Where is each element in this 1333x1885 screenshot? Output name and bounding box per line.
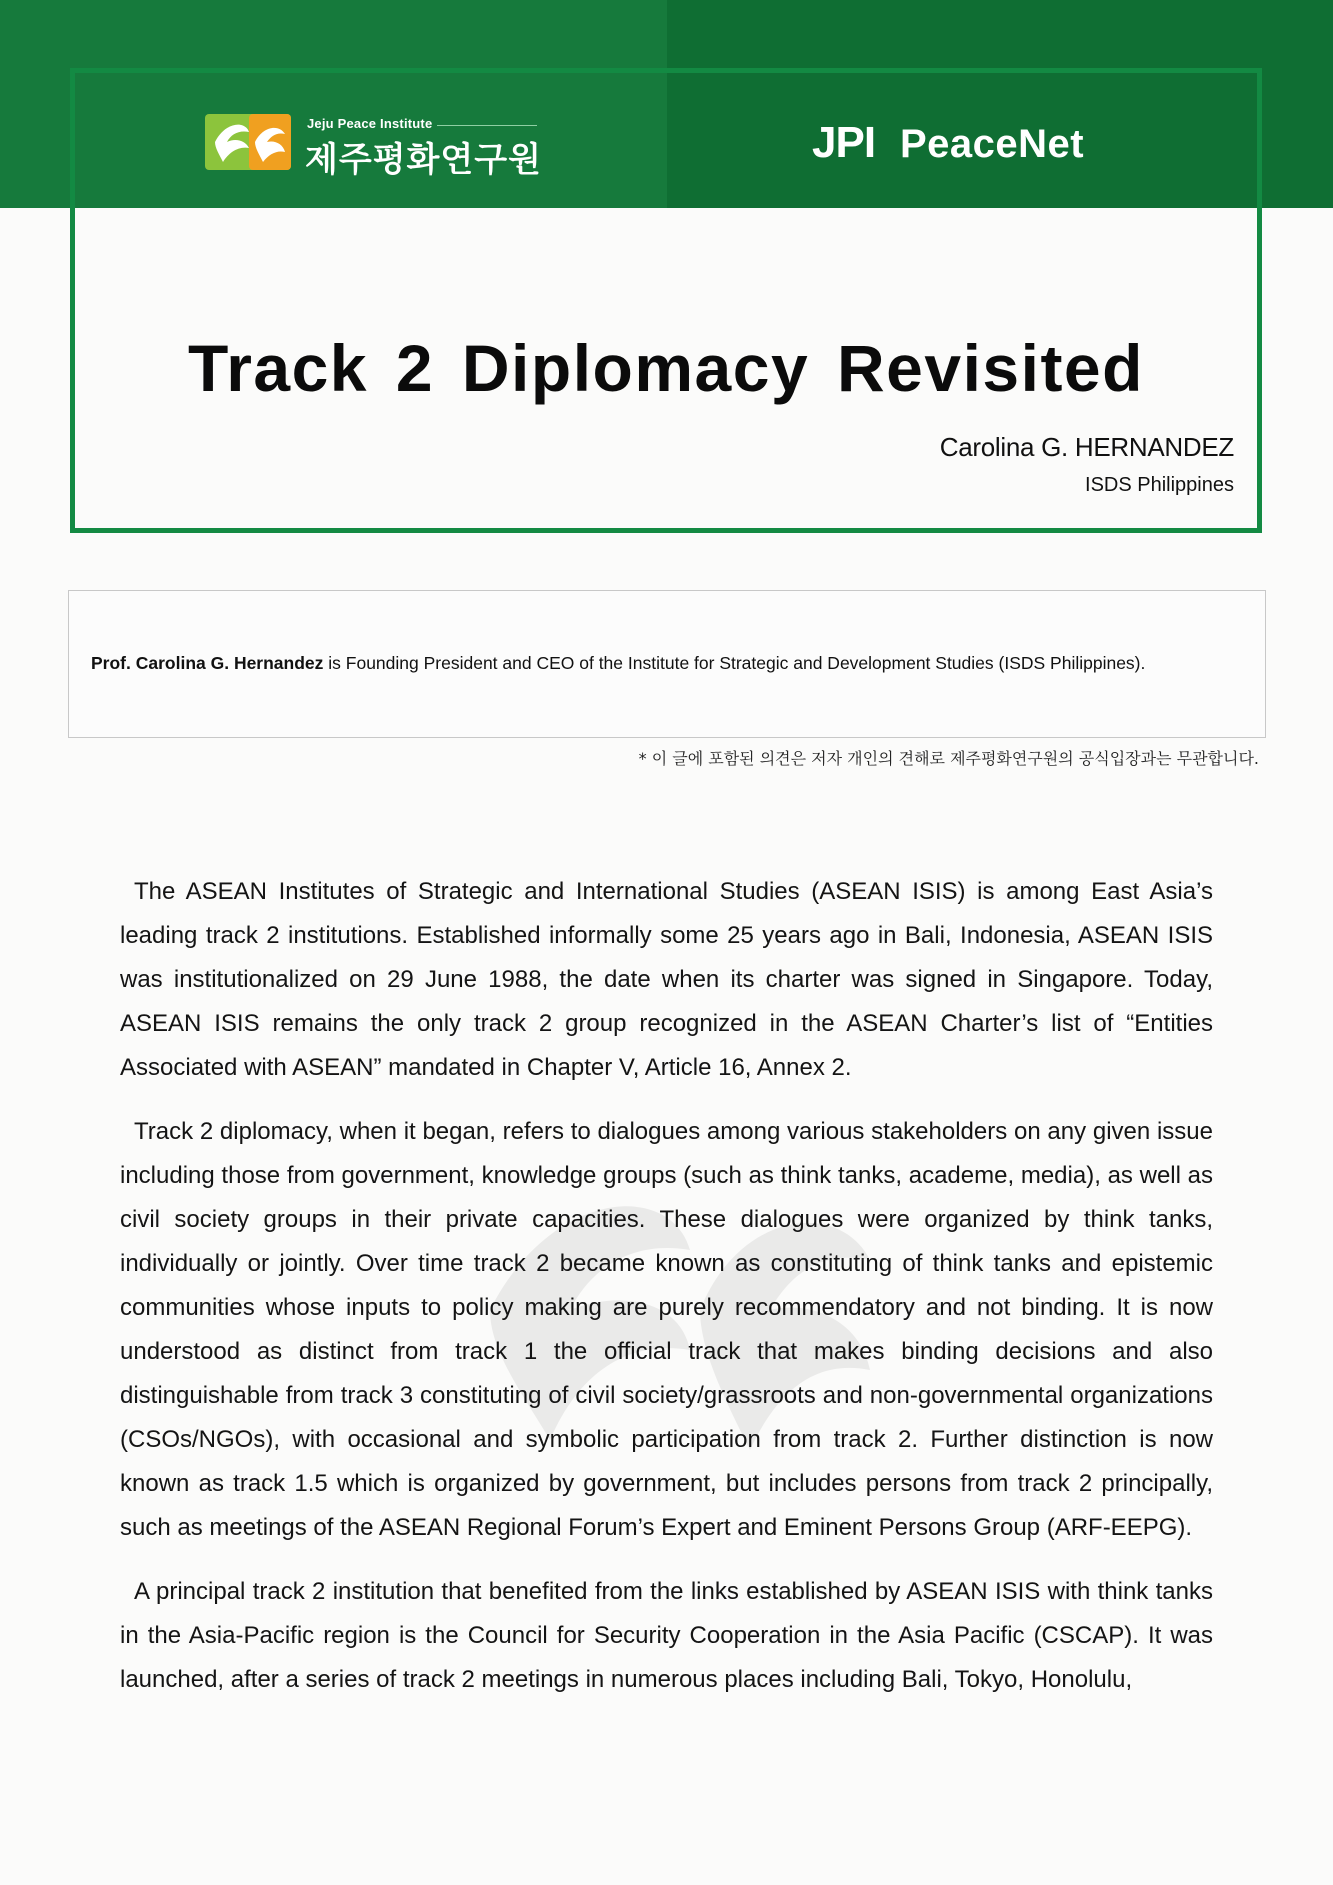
- peacenet-wordmark: PeaceNet: [900, 122, 1085, 166]
- author-affiliation: ISDS Philippines: [1085, 474, 1234, 496]
- jpi-peacenet-logo: [812, 118, 1122, 170]
- document-title: Track 2 Diplomacy Revisited: [188, 331, 1144, 405]
- disclaimer-note: * 이 글에 포함된 의견은 저자 개인의 견해로 제주평화연구원의 공식입장과는 무관합니다.: [638, 749, 1259, 768]
- body-paragraph-2: Track 2 diplomacy, when it began, refers to dialogues among various stakeholders on any given issue including those from government, knowledge groups (such as think tanks, academe, media), as well as civil society groups in their private capacities. These dialogues were organized by think tanks, individually or jointly. Over time track 2 became known as constituting of think tanks and epistemic communities whose inputs to policy making are purely recommendatory and not binding. It is now understood as distinct from track 1 the official track that makes binding decisions and also distinguishable from track 3 constituting of civil society/grassroots and non-governmental organizations (CSOs/NGOs), with occasional and symbolic participation from track 2. Further distinction is now known as track 1.5 which is organized by government, but includes persons from track 2 principally, such as meetings of the ASEAN Regional Forum’s Expert and Eminent Persons Group (ARF-EEPG).: [120, 1118, 1213, 1541]
- bio-text: is Founding President and CEO of the Institute for Strategic and Development Studies (ISDS Philippines).: [323, 653, 1146, 673]
- author-bio: [91, 653, 1145, 674]
- jpi-wordmark: JPI: [812, 118, 876, 167]
- jeju-peace-institute-logo: [205, 112, 545, 180]
- logo-english-name: Jeju Peace Institute: [307, 116, 433, 131]
- bio-name: Prof. Carolina G. Hernandez: [91, 653, 324, 673]
- dove-logo-icon: [205, 112, 293, 172]
- body-paragraph-3: A principal track 2 institution that benefited from the links established by ASEAN ISIS with think tanks in the Asia-Pacific region is the Council for Security Cooperation in the Asia Pacific (CSCAP). It was launched, after a series of track 2 meetings in numerous places including Bali, Tokyo, Honolulu,: [120, 1578, 1213, 1693]
- logo-korean-name: 제주평화연구원: [305, 140, 542, 180]
- body-paragraph-1: The ASEAN Institutes of Strategic and International Studies (ASEAN ISIS) is among East Asia’s leading track 2 institutions. Established informally some 25 years ago in Bali, Indonesia, ASEAN ISIS was institutionalized on 29 June 1988, the date when its charter was signed in Singapore. Today, ASEAN ISIS remains the only track 2 group recognized in the ASEAN Charter’s list of “Entities Associated with ASEAN” mandated in Chapter V, Article 16, Annex 2.: [120, 878, 1213, 1081]
- logo-divider: [437, 125, 537, 126]
- author-name: Carolina G. HERNANDEZ: [939, 432, 1234, 462]
- author-bio-box: [68, 590, 1266, 738]
- article-body: [120, 870, 1213, 1722]
